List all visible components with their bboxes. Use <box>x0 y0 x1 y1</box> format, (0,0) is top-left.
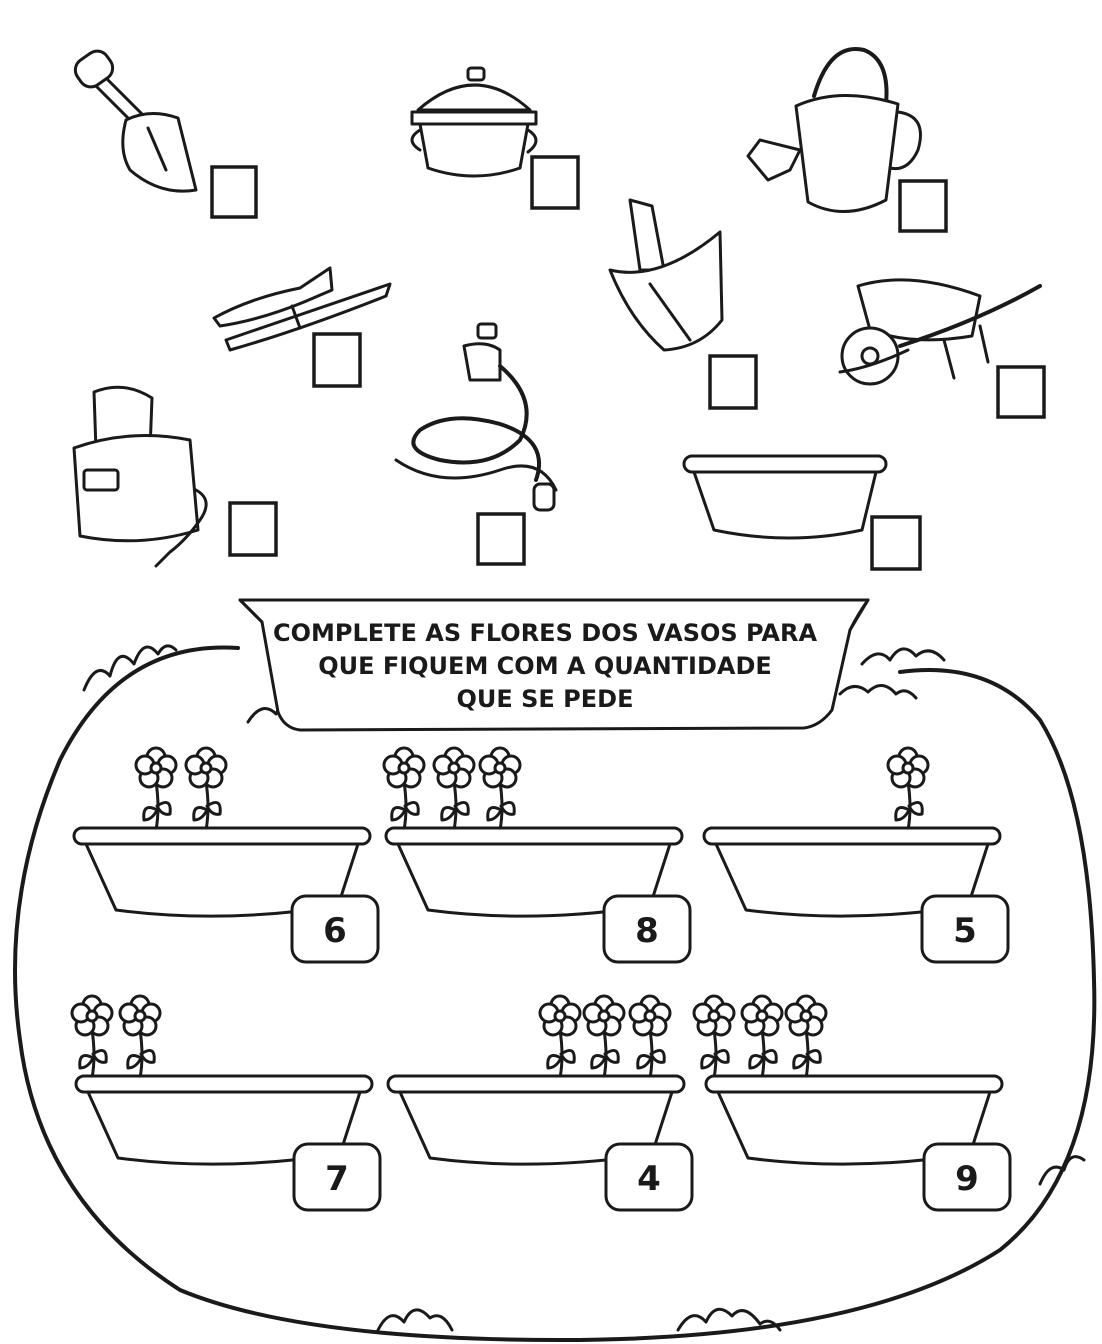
flower-1 <box>384 748 424 830</box>
target-number: 6 <box>323 911 347 951</box>
instruction-banner <box>240 600 868 730</box>
checkbox-garden-hose[interactable] <box>478 514 524 564</box>
basin-icon <box>684 456 886 538</box>
flower-1 <box>540 996 580 1078</box>
target-number: 4 <box>637 1159 661 1199</box>
flower-3 <box>630 996 670 1078</box>
trowel-icon <box>610 200 722 350</box>
shovel-icon <box>71 46 196 191</box>
planter-6 <box>694 996 1010 1210</box>
flower-2 <box>434 748 474 830</box>
planter-1 <box>74 748 378 962</box>
flower-3 <box>480 748 520 830</box>
target-number: 9 <box>955 1159 979 1199</box>
flower-2 <box>186 748 226 830</box>
instruction-line-2: QUE FIQUEM COM A QUANTIDADE <box>318 652 772 680</box>
planter-3 <box>704 748 1008 962</box>
instruction-line-3: QUE SE PEDE <box>456 685 634 713</box>
garden-tools-icon <box>214 268 390 350</box>
checkbox-toaster[interactable] <box>230 503 276 555</box>
checkbox-garden-tools[interactable] <box>314 334 360 386</box>
watering-can-icon <box>748 49 921 212</box>
toaster-icon <box>74 387 206 566</box>
flower-2 <box>742 996 782 1078</box>
flower-1 <box>136 748 176 830</box>
planter-rim <box>388 1076 684 1092</box>
planter-2 <box>384 748 690 962</box>
planter-rim <box>386 828 682 844</box>
target-number: 7 <box>325 1159 349 1199</box>
planter-5 <box>388 996 692 1210</box>
checkbox-watering-can[interactable] <box>900 181 946 231</box>
checkbox-trowel[interactable] <box>710 356 756 408</box>
cooking-pot-icon <box>412 68 536 176</box>
flower-3 <box>786 996 826 1078</box>
planters-group <box>72 748 1010 1210</box>
planter-rim <box>706 1076 1002 1092</box>
garden-hose-icon <box>396 324 556 510</box>
instruction-line-1: COMPLETE AS FLORES DOS VASOS PARA <box>272 619 818 647</box>
flower-2 <box>584 996 624 1078</box>
planter-rim <box>74 828 370 844</box>
garden-outline <box>15 646 1094 1340</box>
flower-1 <box>694 996 734 1078</box>
flower-1 <box>72 996 112 1078</box>
checkbox-shovel[interactable] <box>212 167 256 217</box>
target-number: 5 <box>953 911 977 951</box>
flower-2 <box>120 996 160 1078</box>
planter-4 <box>72 996 380 1210</box>
flower-1 <box>888 748 928 830</box>
target-number: 8 <box>635 911 659 951</box>
checkbox-basin[interactable] <box>872 517 920 569</box>
checkbox-wheelbarrow[interactable] <box>998 367 1044 417</box>
checkbox-cooking-pot[interactable] <box>532 157 578 208</box>
planter-rim <box>76 1076 372 1092</box>
planter-rim <box>704 828 1000 844</box>
